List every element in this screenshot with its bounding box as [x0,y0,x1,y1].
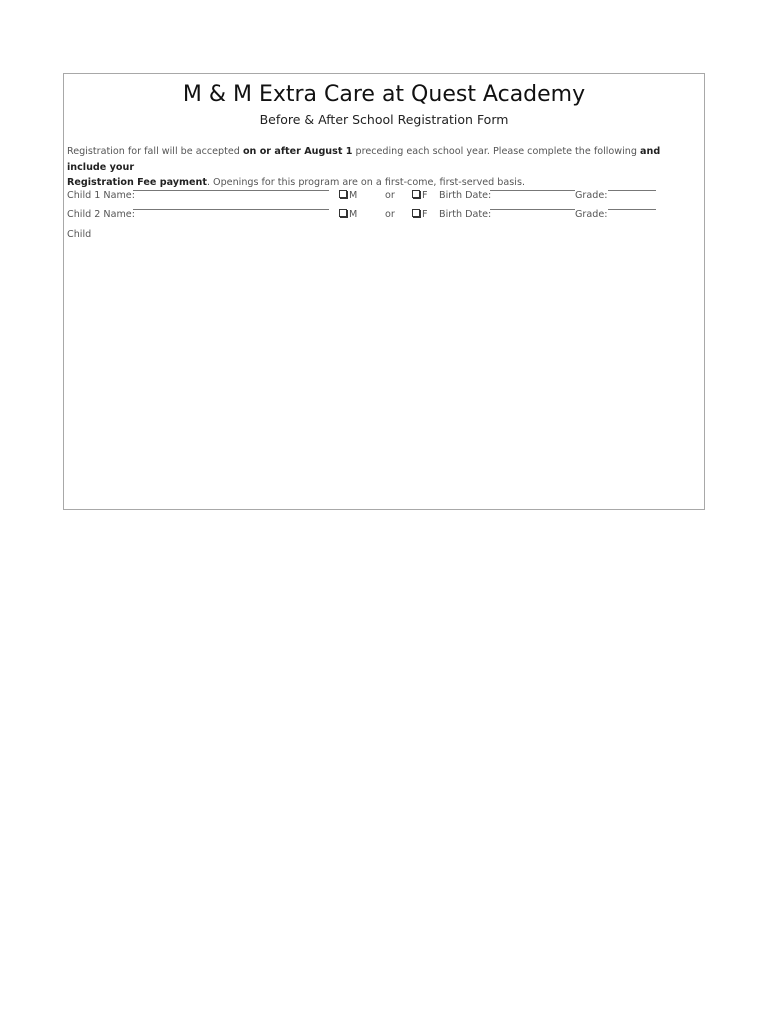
child-1-grade-field[interactable] [608,190,656,191]
form-title: M & M Extra Care at Quest Academy [182,82,586,107]
female-checkbox-icon[interactable] [412,209,420,217]
intro-bold-fee: Registration Fee payment [67,177,207,188]
registration-form [63,73,705,510]
child-2-female-option[interactable]: F [412,209,428,220]
intro-paragraph [67,144,697,191]
child-1-male-option[interactable]: M [339,190,357,201]
child-2-grade-label: Grade: [575,209,608,220]
child-1-or-label: or [385,190,395,201]
child-2-name-label: Child 2 Name: [67,209,135,220]
child-2-name-field[interactable] [133,209,329,210]
child-3-truncated-label: Child [67,229,92,240]
child-2-grade-field[interactable] [608,209,656,210]
child-2-or-label: or [385,209,395,220]
male-checkbox-icon[interactable] [339,190,347,198]
child-2-row [67,209,697,223]
child-1-birth-date-field[interactable] [490,190,575,191]
child-1-name-label: Child 1 Name: [67,190,135,201]
intro-text-1: Registration for fall will be accepted [67,146,243,157]
child-1-name-field[interactable] [133,190,329,191]
form-subtitle: Before & After School Registration Form [259,112,509,127]
child-1-female-option[interactable]: F [412,190,428,201]
child-1-row [67,190,697,204]
child-2-male-option[interactable]: M [339,209,357,220]
child-2-birth-date-field[interactable] [490,209,575,210]
intro-text-3: . Openings for this program are on a first-come, first-served basis. [206,177,525,188]
female-checkbox-icon[interactable] [412,190,420,198]
intro-bold-include: and include your [67,146,661,173]
intro-bold-date: on or after August 1 [242,146,353,157]
intro-text-2: preceding each school year. Please complete the following [352,146,641,157]
male-checkbox-icon[interactable] [339,209,347,217]
child-2-birth-date-label: Birth Date: [439,209,492,220]
child-1-birth-date-label: Birth Date: [439,190,492,201]
child-1-grade-label: Grade: [575,190,608,201]
